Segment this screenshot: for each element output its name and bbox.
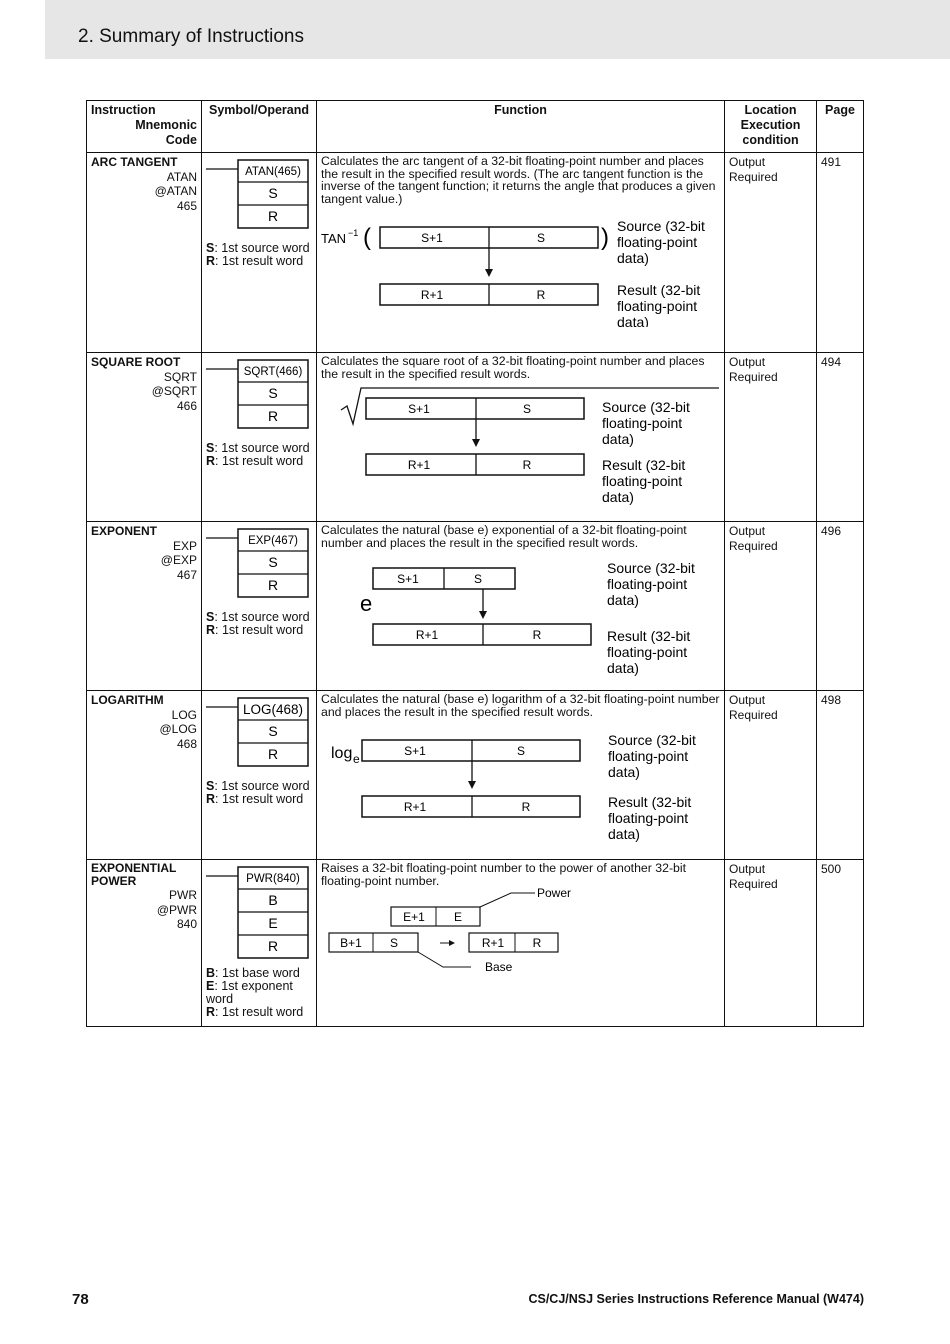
operand-notes [206,242,312,268]
instruction-name: EXPONENT [91,524,158,538]
mnemonic: LOG [171,707,197,722]
operand-key: S [206,441,215,455]
function-cell [317,691,725,860]
mnemonic-differentiated: @ATAN [154,184,197,198]
result-label: Result (32-bit [602,457,686,473]
operand-label: R [267,577,279,593]
header-instruction-label: Instruction [91,103,156,117]
instruction-name: POWER [91,874,137,888]
page-cell: 496 [817,522,864,691]
source-high-word: S+1 [397,572,419,586]
table-header-row [87,101,864,153]
source-label: Source (32-bit [602,399,690,415]
function-description: Calculates the square root of a 32-bit floating-point number and places the result in the specified result words. [321,354,705,381]
bracket-left: ( [363,224,371,251]
operand-desc: : 1st result word [215,454,304,468]
mnemonic-differentiated: @PWR [156,902,197,917]
result-high-word: R+1 [407,458,431,472]
execution-condition: Required [729,708,778,722]
source-label: data) [602,431,634,447]
function-cell [317,153,725,353]
instruction-name: EXPONENTIAL [91,861,177,875]
symbol-cell [202,691,317,860]
function-cell [317,860,725,1027]
function-code: 466 [176,398,197,413]
location-cell [725,353,817,522]
operand-key: B [206,966,216,980]
symbol-name: PWR(840) [246,873,300,885]
operand-label: S [268,385,278,401]
ladder-symbol [206,355,312,435]
symbol-cell [202,860,317,1027]
mnemonic: ATAN [166,169,197,184]
result-label: floating-point [602,473,683,489]
operand-desc: : 1st base word [215,966,300,980]
operand-desc: : 1st source word [214,779,310,793]
result-label: Result (32-bit [607,628,691,644]
arrow-down-icon [485,269,493,277]
mnemonic-differentiated: @EXP [160,553,197,567]
operand-notes [206,780,312,806]
page-cell: 498 [817,691,864,860]
operand-key: R [206,1005,216,1019]
diagram-prefix-sup: −1 [348,228,359,238]
instruction-cell [87,522,202,691]
header-location [725,101,817,153]
header-page: Page [817,101,864,153]
instruction-cell [87,353,202,522]
bracket-right: ) [601,224,609,251]
table-row [87,691,864,860]
header-function: Function [317,101,725,153]
table-row [87,860,864,1027]
result-label: data) [602,489,634,505]
operand-key: S [206,779,215,793]
result-high-word: R+1 [403,800,427,814]
operand-desc: : 1st result word [215,792,304,806]
operand-key: S [206,610,215,624]
location-cell [725,153,817,353]
result-label: floating-point [617,298,698,314]
source-low-word: S [473,572,483,586]
operand-key: S [206,241,215,255]
location: Output [729,155,766,169]
source-label: floating-point [602,415,683,431]
exponent-low-word: E [453,910,463,924]
result-label: floating-point [607,644,688,660]
arrow-down-icon [479,611,487,619]
header-instruction [87,101,202,153]
instruction-name: SQUARE ROOT [91,355,181,369]
execution-condition: Required [729,370,778,384]
arrow-down-icon [472,439,480,447]
mnemonic: SQRT [163,369,197,384]
mnemonic-differentiated: @SQRT [151,384,197,398]
result-label: data) [617,314,649,327]
result-high-word: R+1 [415,628,439,642]
operand-desc: : 1st source word [214,610,310,624]
operand-notes [206,442,312,468]
source-label: floating-point [607,576,688,592]
source-high-word: S+1 [408,402,430,416]
header-code-label: Code [165,133,197,147]
ladder-symbol [206,693,312,773]
operand-label: S [268,185,278,201]
result-label: Result (32-bit [608,794,692,810]
operand-desc: : 1st result word [215,623,304,637]
operation-diagram [321,549,719,677]
execution-condition: Required [729,539,778,553]
arrow-down-icon [468,781,476,789]
manual-title: CS/CJ/NSJ Series Instructions Reference Manual (W474) [528,1292,864,1306]
function-cell [317,353,725,522]
source-label: floating-point [608,748,689,764]
operand-label: S [268,554,278,570]
table-row [87,353,864,522]
result-low-word: R [532,628,542,642]
header-condition-label: condition [742,133,799,147]
source-low-word: S [536,231,546,245]
operand-key: R [206,623,216,637]
page-cell: 491 [817,153,864,353]
instruction-cell [87,860,202,1027]
function-description: Calculates the arc tangent of a 32-bit floating-point number and places the result in the specified result words. (The arc tangent function is the inverse of the tangent function; it returns the angle that produces a given tangent value.) [321,154,716,206]
result-label: Result (32-bit [617,282,701,298]
function-code: 468 [176,736,197,751]
header-location-label: Location [744,103,797,117]
execution-condition: Required [729,170,778,184]
instruction-name: LOGARITHM [91,693,164,707]
header-mnemonic-label: Mnemonic [135,118,197,132]
symbol-name: LOG(468) [242,702,304,717]
operand-notes [206,967,312,1019]
location-cell [725,860,817,1027]
function-description: Calculates the natural (base e) logarithm of a 32-bit floating-point number and places the result in the specified result words. [321,692,720,719]
base-leader-line [418,952,471,967]
source-label: data) [617,250,649,266]
arrow-right-icon [449,940,455,946]
operand-desc: : 1st result word [215,1005,304,1019]
source-label: Source (32-bit [617,218,705,234]
result-low-word: R [536,288,546,302]
symbol-name: SQRT(466) [243,366,303,378]
source-label: Source (32-bit [607,560,695,576]
location-cell [725,691,817,860]
header-symbol: Symbol/Operand [202,101,317,153]
mnemonic: EXP [172,538,197,553]
function-code: 465 [176,198,197,213]
result-high-word: R+1 [420,288,444,302]
power-label: Power [537,887,572,900]
location: Output [729,693,766,707]
power-leader-line [480,893,535,907]
operand-label: R [267,938,279,954]
source-low-word: S [522,402,532,416]
operand-label: E [268,915,278,931]
source-label: floating-point [617,234,698,250]
function-code: 840 [176,917,197,931]
instruction-cell [87,691,202,860]
instruction-name: ARC TANGENT [91,155,178,169]
page-cell: 500 [817,860,864,1027]
ladder-symbol [206,862,312,962]
symbol-cell [202,153,317,353]
header-execution-label: Execution [740,118,801,132]
source-label: data) [608,764,640,780]
operand-desc: : 1st result word [215,254,304,268]
page-title: 2. Summary of Instructions [78,26,304,47]
function-cell [317,522,725,691]
ladder-symbol [206,524,312,604]
base-low-word: S [389,936,399,950]
symbol-name: EXP(467) [248,535,298,547]
operation-diagram [321,380,719,505]
base-high-word: B+1 [340,936,362,950]
mnemonic-differentiated: @LOG [159,722,197,736]
operand-label: R [267,408,279,424]
operand-label: S [268,723,278,739]
operation-diagram [321,887,719,987]
source-label: data) [607,592,639,608]
operand-key: R [206,254,216,268]
function-description: Raises a 32-bit floating-point number to the power of another 32-bit floating-point number. [321,861,687,888]
mnemonic: PWR [169,888,197,902]
operation-diagram [321,205,719,327]
operand-desc: : 1st source word [214,441,310,455]
result-low-word: R [532,936,542,950]
operand-key: R [206,792,216,806]
function-description: Calculates the natural (base e) exponential of a 32-bit floating-point number and places the result in the specified result words. [321,523,687,550]
source-label: Source (32-bit [608,732,696,748]
execution-condition: Required [729,877,778,891]
operand-notes [206,611,312,637]
result-low-word: R [522,458,532,472]
operand-label: R [267,746,279,762]
operation-diagram [321,718,719,846]
location: Output [729,524,766,538]
diagram-prefix-sub: e [353,752,360,766]
base-label: Base [485,960,513,974]
operand-label: R [267,208,279,224]
operand-key: E [206,979,215,993]
symbol-name: ATAN(465) [245,166,301,178]
source-low-word: S [516,744,526,758]
ladder-symbol [206,155,312,235]
page-cell: 494 [817,353,864,522]
source-high-word: S+1 [404,744,426,758]
table-row [87,522,864,691]
diagram-prefix: TAN [321,231,347,246]
instruction-cell [87,153,202,353]
page-number: 78 [72,1291,89,1308]
result-low-word: R [521,800,531,814]
source-high-word: S+1 [421,231,443,245]
result-label: data) [607,660,639,676]
result-label: data) [608,826,640,842]
operand-desc: : 1st exponent word [206,979,293,1006]
operand-key: R [206,454,216,468]
exponent-high-word: E+1 [403,910,425,924]
function-code: 467 [176,567,197,582]
result-high-word: R+1 [481,936,505,950]
result-label: floating-point [608,810,689,826]
operand-label: B [268,892,278,908]
symbol-cell [202,353,317,522]
operand-desc: : 1st source word [214,241,310,255]
location-cell [725,522,817,691]
location: Output [729,355,766,369]
table-row [87,153,864,353]
diagram-prefix: log [331,745,353,762]
symbol-cell [202,522,317,691]
diagram-prefix: e [360,591,373,616]
instruction-table [86,100,864,1027]
location: Output [729,862,766,876]
